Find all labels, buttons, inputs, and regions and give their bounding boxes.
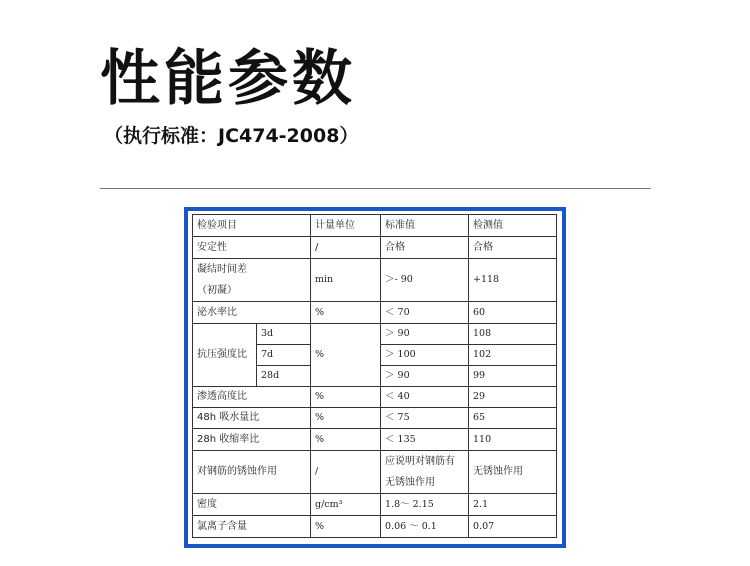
table-row xyxy=(193,494,557,516)
unit-cell: % xyxy=(311,324,381,387)
standard-cell: ＞ 90 xyxy=(381,324,469,345)
table-row xyxy=(193,429,557,451)
measured-cell: 29 xyxy=(469,387,557,408)
table-row xyxy=(193,408,557,429)
item-cell xyxy=(193,259,311,302)
unit-cell: min xyxy=(311,259,381,302)
item-cell: 泌水率比 xyxy=(193,302,311,324)
header-row xyxy=(193,215,557,237)
measured-cell: +118 xyxy=(469,259,557,302)
table-row xyxy=(193,237,557,259)
item-cell: 对钢筋的锈蚀作用 xyxy=(193,451,311,494)
standard-cell: 1.8～ 2.15 xyxy=(381,494,469,516)
header-measured: 检测值 xyxy=(469,215,557,237)
measured-cell: 99 xyxy=(469,366,557,387)
page-title: 性能参数 xyxy=(100,44,356,114)
unit-cell: % xyxy=(311,516,381,538)
unit-cell: % xyxy=(311,302,381,324)
unit-cell: % xyxy=(311,387,381,408)
measured-cell: 65 xyxy=(469,408,557,429)
table-row xyxy=(193,451,557,494)
header-standard: 标准值 xyxy=(381,215,469,237)
item-line: （初凝） xyxy=(197,285,237,296)
measured-cell: 108 xyxy=(469,324,557,345)
unit-cell: / xyxy=(311,237,381,259)
standard-cell: ＞- 90 xyxy=(381,259,469,302)
standard-cell: ＜ 75 xyxy=(381,408,469,429)
standard-cell: ＜ 40 xyxy=(381,387,469,408)
measured-cell: 60 xyxy=(469,302,557,324)
measured-cell: 2.1 xyxy=(469,494,557,516)
table-row xyxy=(193,259,557,302)
standard-cell: ＞ 90 xyxy=(381,366,469,387)
standard-cell xyxy=(381,451,469,494)
performance-table xyxy=(192,214,557,538)
standard-cell: ＞ 100 xyxy=(381,345,469,366)
item-cell: 48h 吸水量比 xyxy=(193,408,311,429)
standard-cell: ＜ 135 xyxy=(381,429,469,451)
table-row xyxy=(193,302,557,324)
item-cell: 氯离子含量 xyxy=(193,516,311,538)
table-row xyxy=(193,324,557,345)
standard-cell: 0.06 ～ 0.1 xyxy=(381,516,469,538)
age-cell: 28d xyxy=(257,366,311,387)
item-cell: 渗透高度比 xyxy=(193,387,311,408)
divider xyxy=(100,188,651,189)
age-cell: 3d xyxy=(257,324,311,345)
table-row xyxy=(193,516,557,538)
header-unit: 计量单位 xyxy=(311,215,381,237)
item-cell: 28h 收缩率比 xyxy=(193,429,311,451)
standard-line: 无锈蚀作用 xyxy=(385,477,435,488)
age-cell: 7d xyxy=(257,345,311,366)
item-line: 凝结时间差 xyxy=(197,264,247,275)
item-cell: 安定性 xyxy=(193,237,311,259)
item-cell: 抗压强度比 xyxy=(193,324,257,387)
measured-cell: 无锈蚀作用 xyxy=(469,451,557,494)
measured-cell: 合格 xyxy=(469,237,557,259)
standard-cell: 合格 xyxy=(381,237,469,259)
measured-cell: 0.07 xyxy=(469,516,557,538)
unit-cell: g/cm³ xyxy=(311,494,381,516)
item-cell: 密度 xyxy=(193,494,311,516)
standard-subtitle: （执行标准：JC474-2008） xyxy=(104,125,359,147)
unit-cell: % xyxy=(311,429,381,451)
unit-cell: % xyxy=(311,408,381,429)
standard-cell: ＜ 70 xyxy=(381,302,469,324)
standard-line: 应说明对钢筋有 xyxy=(385,456,455,467)
measured-cell: 102 xyxy=(469,345,557,366)
unit-cell: / xyxy=(311,451,381,494)
header-item: 检验项目 xyxy=(193,215,311,237)
table-row xyxy=(193,387,557,408)
measured-cell: 110 xyxy=(469,429,557,451)
